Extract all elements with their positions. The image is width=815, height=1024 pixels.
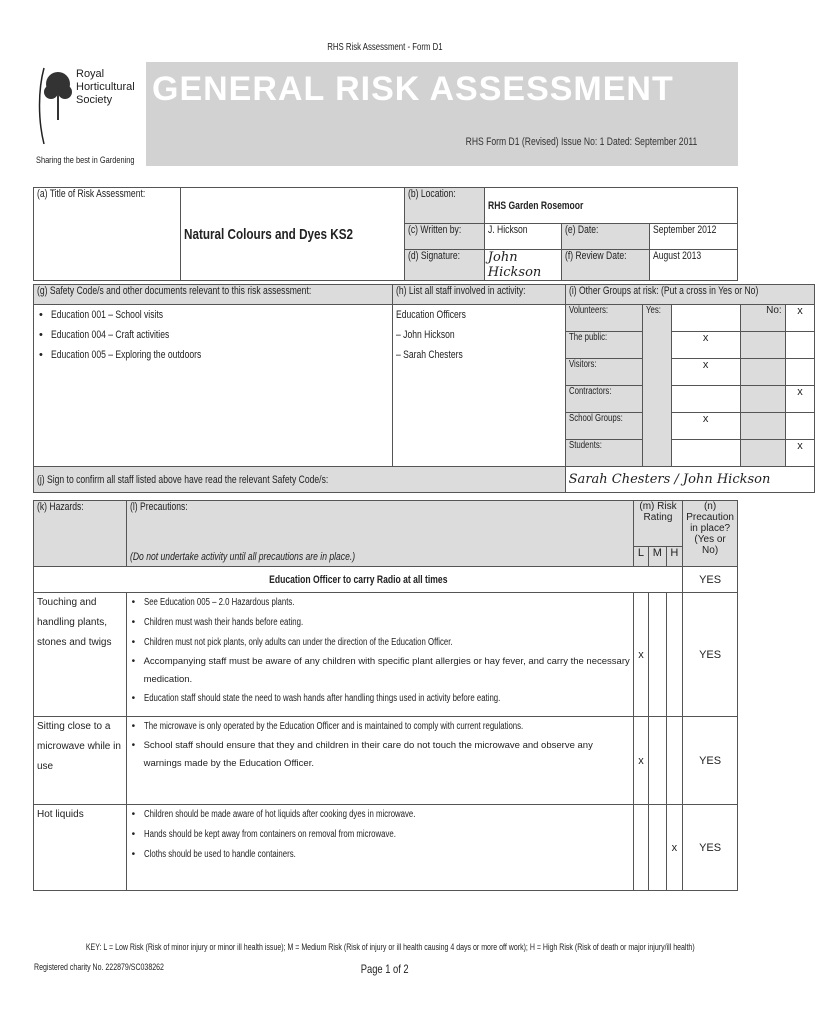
yes-cell[interactable]: x xyxy=(671,332,740,359)
written-value: J. Hickson xyxy=(484,224,561,250)
precautions-cell xyxy=(126,593,633,717)
list-item: • Children should be made aware of hot liquids after cooking dyes in microwave. xyxy=(130,805,630,825)
codes-table xyxy=(33,284,815,493)
group-name: Students: xyxy=(565,440,642,467)
group-name: Volunteers: xyxy=(565,305,642,332)
tagline: Sharing the best in Gardening xyxy=(36,155,135,166)
list-item: • The microwave is only operated by the Education Officer and is maintained to comply with current regulations. xyxy=(130,717,630,737)
rhs-logo xyxy=(36,60,146,160)
inplace-label: (n) Precaution in place? (Yes or No) xyxy=(683,501,738,567)
inplace-cell: YES xyxy=(683,717,738,805)
page-number: Page 1 of 2 xyxy=(361,962,409,976)
no-cell[interactable]: x xyxy=(785,305,815,332)
hazard-cell: Touching and handling plants, stones and twigs xyxy=(34,593,127,717)
group-name: Contractors: xyxy=(565,386,642,413)
yes-cell[interactable] xyxy=(671,305,740,332)
date-value: September 2012 xyxy=(649,224,737,250)
codes-list xyxy=(37,305,389,365)
inplace-cell: YES xyxy=(683,805,738,891)
no-label: No: xyxy=(740,305,785,332)
location-label: (b) Location: xyxy=(404,188,484,224)
yes-cell[interactable]: x xyxy=(671,413,740,440)
radio-row: Education Officer to carry Radio at all times xyxy=(34,567,683,593)
l-cell: x xyxy=(633,717,648,805)
list-item: • Education 005 – Exploring the outdoors xyxy=(37,345,389,365)
h-cell xyxy=(666,717,683,805)
list-item: • Children must not pick plants, only adults can under the direction of the Education Officer. xyxy=(130,633,630,653)
groups-label: (i) Other Groups at risk: (Put a cross in Yes or No) xyxy=(565,285,815,305)
staff-label: (h) List all staff involved in activity: xyxy=(392,285,565,305)
hazards-table xyxy=(33,500,738,891)
yes-cell[interactable] xyxy=(671,440,740,467)
radio-inplace: YES xyxy=(683,567,738,593)
l-cell: x xyxy=(633,593,648,717)
l-header: L xyxy=(633,547,648,567)
hazard-cell: Hot liquids xyxy=(34,805,127,891)
title-label: (a) Title of Risk Assessment: xyxy=(34,188,181,281)
staff-cell xyxy=(392,305,565,467)
no-cell[interactable]: x xyxy=(785,440,815,467)
logo-text-2: Horticultural xyxy=(76,81,135,93)
sign-confirm-label: (j) Sign to confirm all staff listed above have read the relevant Safety Code/s: xyxy=(34,467,566,493)
h-cell: x xyxy=(666,805,683,891)
staff-line: – Sarah Chesters xyxy=(395,349,463,361)
list-item: • Education 001 – School visits xyxy=(37,305,389,325)
list-item: • Accompanying staff must be aware of any children with specific plant allergies or hay fever, and carry the necessary medication. xyxy=(130,653,630,689)
m-cell xyxy=(649,717,666,805)
list-item: • Cloths should be used to handle containers. xyxy=(130,845,630,865)
list-item: • Education 004 – Craft activities xyxy=(37,325,389,345)
title-banner xyxy=(146,62,738,166)
signature-label: (d) Signature: xyxy=(404,250,484,281)
no-cell[interactable] xyxy=(785,332,815,359)
location-value: RHS Garden Rosemoor xyxy=(484,188,737,224)
form-info: RHS Form D1 (Revised) Issue No: 1 Dated: September 2011 xyxy=(465,136,698,148)
sign-confirm-value: Sarah Chesters / John Hickson xyxy=(565,467,815,493)
no-cell[interactable] xyxy=(785,413,815,440)
group-name: The public: xyxy=(565,332,642,359)
inplace-cell: YES xyxy=(683,593,738,717)
yes-cell[interactable] xyxy=(671,386,740,413)
top-caption: RHS Risk Assessment - Form D1 xyxy=(327,42,443,53)
risk-key: KEY: L = Low Risk (Risk of minor injury or minor ill health issue); M = Medium Risk (Risk of injury or ill health causing 4 days or more off work); H = High Risk (Risk of death or major injury/ill health) xyxy=(85,942,695,952)
codes-label: (g) Safety Code/s and other documents relevant to this risk assessment: xyxy=(34,285,393,305)
info-table xyxy=(33,187,738,281)
yes-label: Yes: xyxy=(642,305,671,467)
h-cell xyxy=(666,593,683,717)
m-cell xyxy=(649,805,666,891)
staff-line: – John Hickson xyxy=(395,329,455,341)
date-label: (e) Date: xyxy=(562,224,649,250)
no-cell[interactable] xyxy=(785,359,815,386)
written-label: (c) Written by: xyxy=(404,224,484,250)
precautions-label: (l) Precautions: (Do not undertake activity until all precautions are in place.) xyxy=(126,501,633,567)
list-item: • Education staff should state the need to wash hands after handling things used in activity before eating. xyxy=(130,689,630,709)
no-cell[interactable]: x xyxy=(785,386,815,413)
hazard-cell: Sitting close to a microwave while in use xyxy=(34,717,127,805)
staff-line: Education Officers xyxy=(395,309,466,321)
m-cell xyxy=(649,593,666,717)
list-item: • Hands should be kept away from containers on removal from microwave. xyxy=(130,825,630,845)
review-label: (f) Review Date: xyxy=(562,250,649,281)
title-value: Natural Colours and Dyes KS2 xyxy=(181,188,405,281)
signature-value: John Hickson xyxy=(484,250,561,281)
list-item: • Children must wash their hands before eating. xyxy=(130,613,630,633)
yes-cell[interactable]: x xyxy=(671,359,740,386)
h-header: H xyxy=(666,547,683,567)
list-item: • School staff should ensure that they and children in their care do not touch the microwave and observe any warnings made by the Education Officer. xyxy=(130,737,630,773)
page-title: GENERAL RISK ASSESSMENT xyxy=(152,70,674,108)
precautions-cell xyxy=(126,717,633,805)
tree-icon xyxy=(36,60,80,148)
registered-charity: Registered charity No. 222879/SC038262 xyxy=(34,962,164,972)
group-name: School Groups: xyxy=(565,413,642,440)
l-cell xyxy=(633,805,648,891)
precautions-note: (Do not undertake activity until all precautions are in place.) xyxy=(129,551,355,563)
m-header: M xyxy=(649,547,666,567)
precautions-cell xyxy=(126,805,633,891)
group-name: Visitors: xyxy=(565,359,642,386)
risk-label: (m) Risk Rating xyxy=(633,501,682,547)
review-value: August 2013 xyxy=(649,250,737,281)
logo-text-1: Royal xyxy=(76,68,105,80)
logo-text-3: Society xyxy=(76,94,113,106)
list-item: • See Education 005 – 2.0 Hazardous plants. xyxy=(130,593,630,613)
codes-list-cell xyxy=(34,305,393,467)
hazards-label: (k) Hazards: xyxy=(34,501,127,567)
